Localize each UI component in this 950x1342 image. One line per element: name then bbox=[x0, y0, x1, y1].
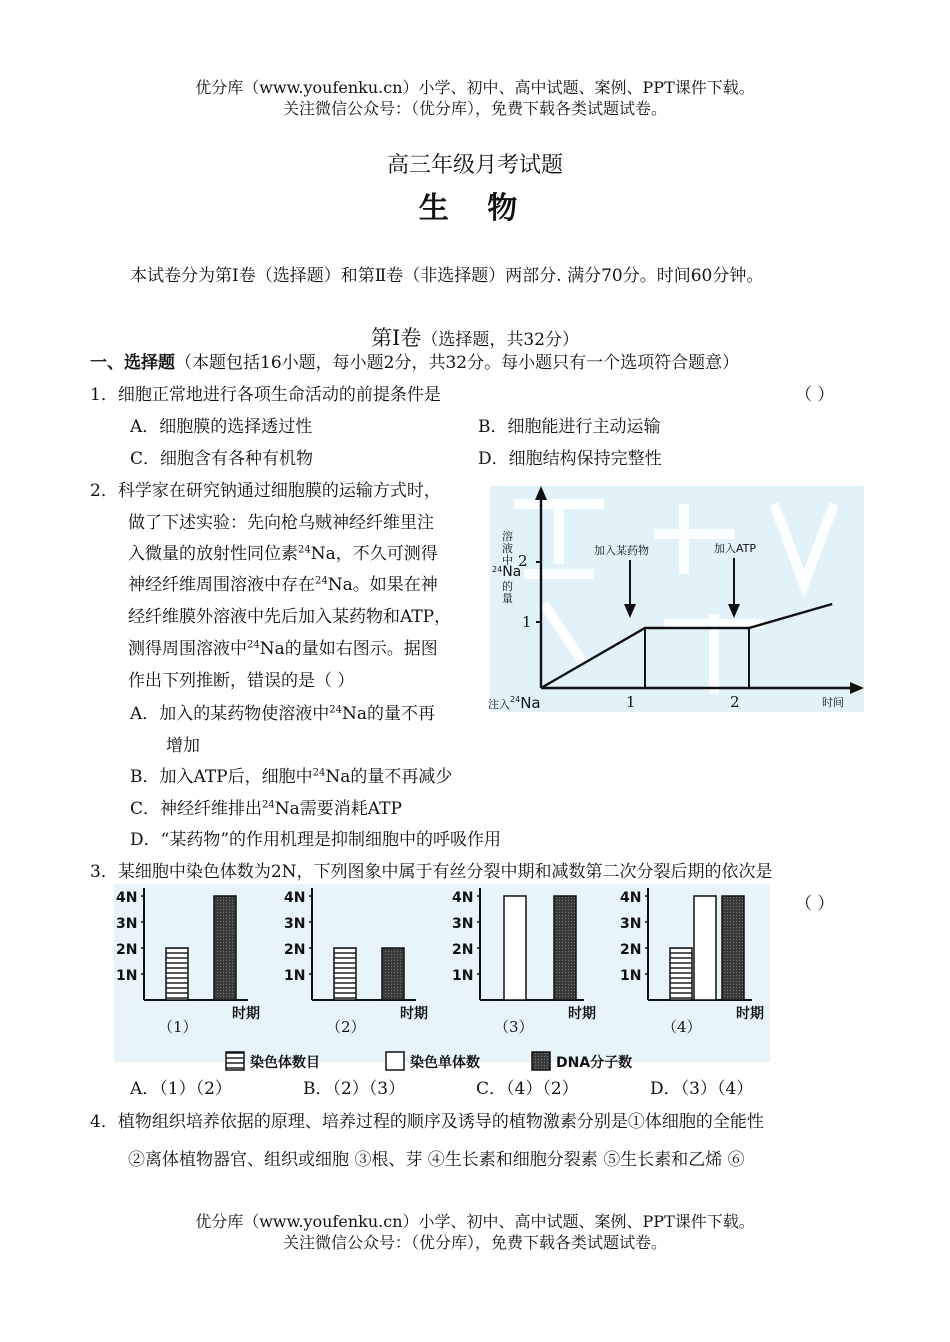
svg-text:液: 液 bbox=[502, 542, 513, 555]
footer-line-1: 优分库（www.youfenku.cn）小学、初中、高中试题、案例、PPT课件下载。 bbox=[195, 1212, 755, 1231]
panel-2-x-label: 时期 bbox=[400, 1006, 428, 1022]
q3-option-c: C．（4）（2） bbox=[476, 1079, 579, 1099]
y-tick-2: 2 bbox=[518, 552, 528, 570]
q2-line-7: 作出下列推断，错误的是（ ） bbox=[128, 671, 355, 691]
svg-text:量: 量 bbox=[502, 592, 513, 605]
q3-bar-charts bbox=[112, 882, 772, 1076]
section-note: （本题包括16小题，每小题2分，共32分。每小题只有一个选项符合题意） bbox=[175, 353, 740, 373]
panel-2-y-tick-1: 1N bbox=[284, 968, 306, 984]
panel-4-label: （4） bbox=[662, 1018, 702, 1036]
legend-swatch-chromatid bbox=[386, 1052, 404, 1070]
exam-intro: 本试卷分为第Ⅰ卷（选择题）和第Ⅱ卷（非选择题）两部分. 满分70分。时间60分钟。 bbox=[130, 266, 764, 286]
x-axis-label: 时间 bbox=[822, 696, 844, 709]
panel-2-y-tick-2: 2N bbox=[284, 942, 306, 958]
q1-option-d: D．细胞结构保持完整性 bbox=[478, 449, 662, 469]
q1-stem: 1．细胞正常地进行各项生命活动的前提条件是 bbox=[90, 385, 441, 405]
panel-2-y-tick-4: 4N bbox=[284, 890, 306, 906]
part1-note: （选择题，共32分） bbox=[421, 330, 579, 350]
panel-1-label: （1） bbox=[158, 1018, 198, 1036]
panel-3-y-tick-2: 2N bbox=[452, 942, 474, 958]
svg-text:中: 中 bbox=[502, 554, 513, 567]
subject-title: 生 物 bbox=[418, 191, 532, 226]
origin-label: 注入$^{24}$Na bbox=[488, 694, 541, 712]
panel-4-bar-chromosome bbox=[670, 948, 692, 1000]
y-tick-1: 1 bbox=[522, 613, 532, 631]
panel-4-y-tick-4: 4N bbox=[620, 890, 642, 906]
q2-line-chart bbox=[484, 484, 866, 716]
panel-4-y-tick-3: 3N bbox=[620, 916, 642, 932]
q2-line-3: 入微量的放射性同位素$^{24}$Na，不久可测得 bbox=[128, 544, 438, 564]
q3-bracket: （ ） bbox=[795, 894, 835, 914]
q1-option-a: A．细胞膜的选择透过性 bbox=[130, 417, 313, 437]
panel-3-x-label: 时期 bbox=[568, 1006, 596, 1022]
panel-3-y-tick-1: 1N bbox=[452, 968, 474, 984]
q2-line-1: 2．科学家在研究钠通过细胞膜的运输方式时， bbox=[90, 481, 441, 501]
watermark-bg bbox=[490, 486, 864, 712]
q3-option-b: B．（2）（3） bbox=[303, 1079, 406, 1099]
legend-swatch-dna bbox=[532, 1052, 550, 1070]
q2-option-d: D．“某药物”的作用机理是抑制细胞中的呼吸作用 bbox=[130, 830, 502, 850]
q2-option-a: A．加入的某药物使溶液中$^{24}$Na的量不再 bbox=[130, 704, 436, 724]
panel-1-y-tick-1: 1N bbox=[116, 968, 138, 984]
q3-stem: 3．某细胞中染色体数为2N，下列图象中属于有丝分裂中期和减数第二次分裂后期的依次是 bbox=[90, 862, 773, 882]
panel-4-bar-chromatid bbox=[694, 896, 716, 1000]
section-heading bbox=[90, 352, 739, 374]
svg-text:的: 的 bbox=[502, 580, 513, 593]
q1-bracket: （ ） bbox=[795, 385, 835, 405]
legend-label-chromatid: 染色单体数 bbox=[410, 1055, 480, 1071]
panel-1-y-tick-3: 3N bbox=[116, 916, 138, 932]
panel-4-y-tick-1: 1N bbox=[620, 968, 642, 984]
x-tick-1: 1 bbox=[626, 693, 636, 711]
panel-3-bar-dna bbox=[554, 896, 576, 1000]
panel-2-label: （2） bbox=[326, 1018, 366, 1036]
section-label: 一、选择题 bbox=[90, 353, 175, 373]
panel-1-y-tick-2: 2N bbox=[116, 942, 138, 958]
panel-4-bar-dna bbox=[722, 896, 744, 1000]
panel-4-y-tick-2: 2N bbox=[620, 942, 642, 958]
q4-line-1: 4．植物组织培养依据的原理、培养过程的顺序及诱导的植物激素分别是①体细胞的全能性 bbox=[90, 1112, 764, 1132]
q2-line-5: 经纤维膜外溶液中先后加入某药物和ATP， bbox=[128, 607, 452, 627]
q2-option-c: C．神经纤维排出$^{24}$Na需要消耗ATP bbox=[130, 799, 402, 819]
panel-2-bar-dna bbox=[382, 948, 404, 1000]
part1-title: 第Ⅰ卷 bbox=[371, 326, 422, 350]
footer-line-2: 关注微信公众号：（优分库），免费下载各类试题试卷。 bbox=[282, 1233, 667, 1252]
q2-line-4: 神经纤维周围溶液中存在$^{24}$Na。如果在神 bbox=[128, 575, 438, 595]
part1-heading bbox=[0, 322, 950, 352]
q1-option-b: B．细胞能进行主动运输 bbox=[478, 417, 661, 437]
q2-line-6: 测得周围溶液中$^{24}$Na的量如右图示。据图 bbox=[128, 639, 438, 659]
q1-option-c: C．细胞含有各种有机物 bbox=[130, 449, 314, 469]
panel-3-label: （3） bbox=[494, 1018, 534, 1036]
svg-text:溶: 溶 bbox=[502, 530, 513, 543]
q2-option-b: B．加入ATP后，细胞中$^{24}$Na的量不再减少 bbox=[130, 767, 453, 787]
legend-swatch-chromosome bbox=[226, 1052, 244, 1070]
header-line-2: 关注微信公众号：（优分库），免费下载各类试题试卷。 bbox=[282, 99, 667, 118]
panel-1-x-label: 时期 bbox=[232, 1006, 260, 1022]
panel-3-bar-chromatid bbox=[504, 896, 526, 1000]
exam-title: 高三年级月考试题 bbox=[386, 153, 563, 178]
legend-label-chromosome: 染色体数目 bbox=[250, 1055, 320, 1071]
header-line-1: 优分库（www.youfenku.cn）小学、初中、高中试题、案例、PPT课件下载。 bbox=[195, 78, 755, 97]
q4-line-2: ②离体植物器官、组织或细胞 ③根、芽 ④生长素和细胞分裂素 ⑤生长素和乙烯 ⑥ bbox=[128, 1150, 745, 1170]
panel-3-y-tick-4: 4N bbox=[452, 890, 474, 906]
q3-option-a: A．（1）（2） bbox=[130, 1079, 232, 1099]
panel-2-bar-chromosome bbox=[334, 948, 356, 1000]
panel-4-x-label: 时期 bbox=[736, 1006, 764, 1022]
y-label-24na: $^{24}$Na bbox=[492, 564, 522, 580]
annotation-atp: 加入ATP bbox=[714, 542, 757, 555]
q2-option-a-cont: 增加 bbox=[166, 736, 200, 756]
panel-1-bar-dna bbox=[214, 896, 236, 1000]
panel-1-bar-chromosome bbox=[166, 948, 188, 1000]
q3-option-d: D．（3）（4） bbox=[650, 1079, 754, 1099]
panel-1-y-tick-4: 4N bbox=[116, 890, 138, 906]
x-tick-2: 2 bbox=[730, 693, 740, 711]
panel-3-y-tick-3: 3N bbox=[452, 916, 474, 932]
legend-label-dna: DNA分子数 bbox=[556, 1055, 633, 1071]
annotation-drug: 加入某药物 bbox=[594, 544, 649, 557]
panel-2-y-tick-3: 3N bbox=[284, 916, 306, 932]
q2-line-2: 做了下述实验：先向枪乌贼神经纤维里注 bbox=[128, 513, 434, 533]
